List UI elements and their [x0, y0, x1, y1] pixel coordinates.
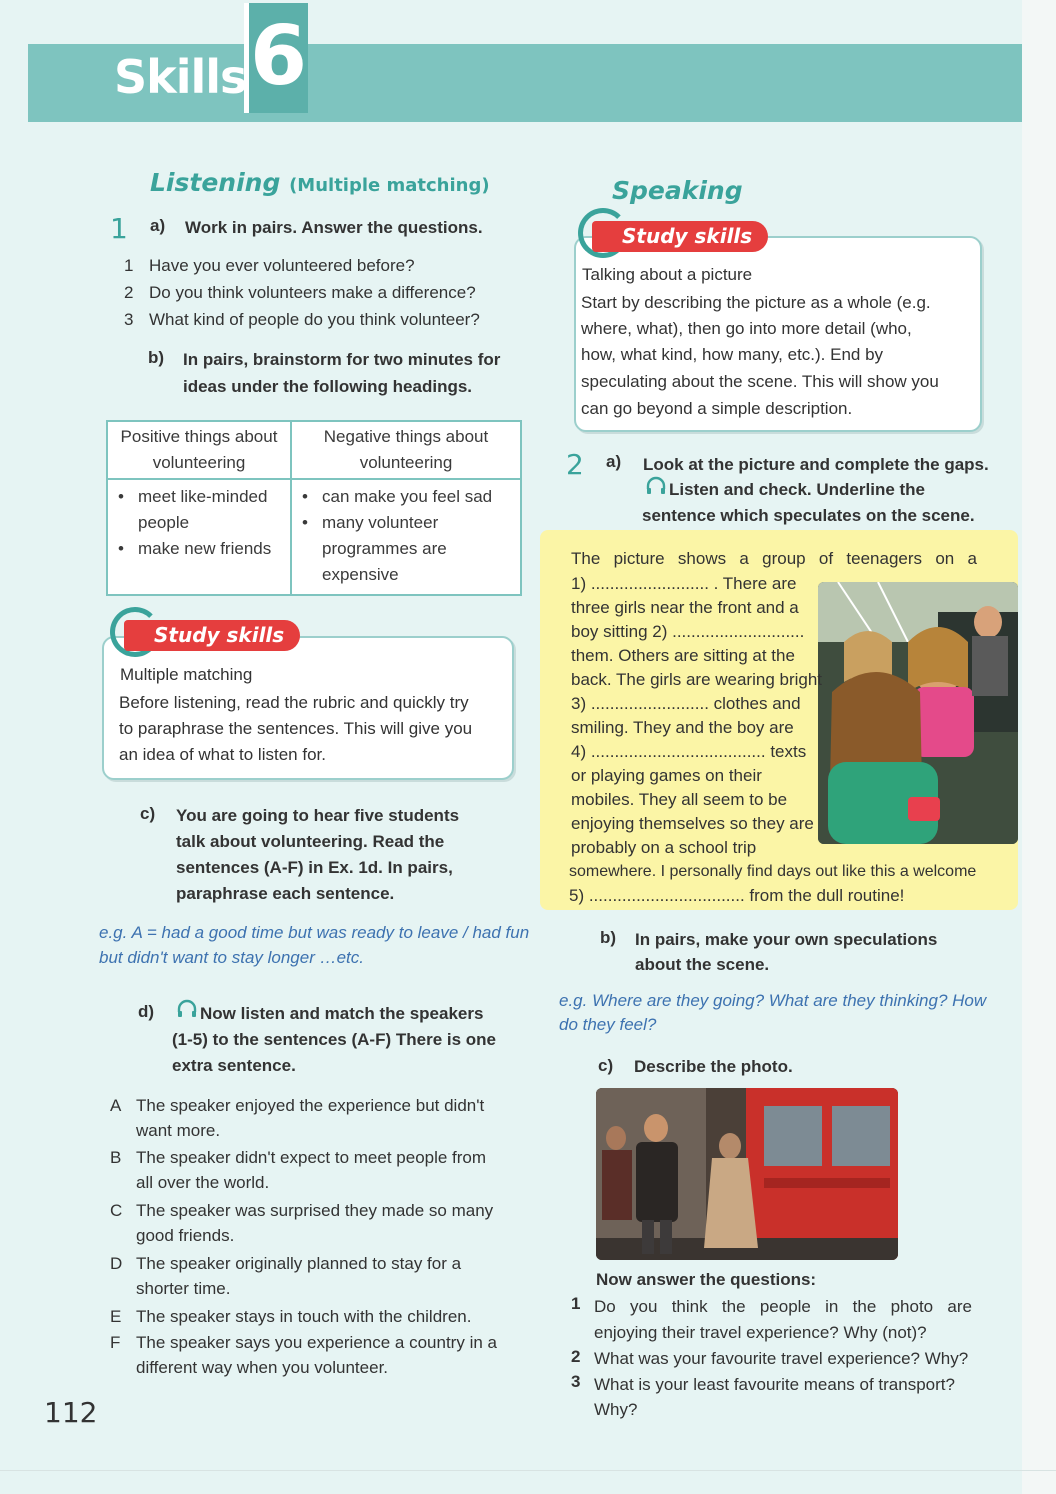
study-skills-line: can go beyond a simple description.: [581, 399, 853, 418]
exercise-1-number: 1: [110, 212, 128, 245]
ex2-a-label: a): [606, 452, 622, 471]
ex1-c-example-line: e.g. A = had a good time but was ready to leave / had fun: [99, 923, 530, 942]
question-number: 1: [571, 1294, 581, 1313]
ex1-b-line2: ideas under the following headings.: [183, 377, 473, 396]
gap-fill-line: somewhere. I personally find days out like this a welcome: [569, 863, 977, 880]
sentence-text: The speaker originally planned to stay for a: [136, 1254, 462, 1273]
ex2-b-example-line: do they feel?: [559, 1015, 657, 1034]
sentence-letter: E: [110, 1307, 122, 1326]
study-skills-line: to paraphrase the sentences. This will give you: [119, 719, 473, 738]
gap-fill-line: three girls near the front and a: [571, 598, 799, 617]
header-unit-number: 6: [250, 9, 308, 104]
sentence-text: The speaker enjoyed the experience but didn't: [136, 1096, 485, 1115]
question-text: What kind of people do you think volunteer?: [149, 310, 480, 329]
page-number: 112: [44, 1396, 98, 1429]
ex1-c-line: sentences (A-F) in Ex. 1d. In pairs,: [176, 858, 453, 877]
gap-fill-line: probably on a school trip: [571, 838, 757, 857]
study-skills-heading: Multiple matching: [120, 665, 253, 684]
sentence-text: want more.: [136, 1121, 221, 1140]
bus-photo-illustration: [818, 582, 1018, 844]
sentence-letter: F: [110, 1333, 121, 1352]
ex2-b-line2: about the scene.: [635, 955, 770, 974]
ex1-d-line: Now listen and match the speakers: [200, 1004, 484, 1023]
ex1-b-line1: In pairs, brainstorm for two minutes for: [183, 350, 501, 369]
study-skills-line: where, what), then go into more detail (who,: [581, 319, 912, 338]
gap-fill-line: them. Others are sitting at the: [571, 646, 795, 665]
city-bus-photo: [596, 1088, 898, 1260]
ex2-a-line1: Look at the picture and complete the gaps.: [643, 455, 989, 474]
brainstorm-table: [106, 420, 522, 596]
study-skills-heading: Talking about a picture: [582, 265, 753, 284]
gap-fill-line: 1) ......................... . There are: [571, 574, 797, 593]
gap-fill-line: The picture shows a group of teenagers on a: [571, 549, 977, 568]
question-text: Do you think volunteers make a difference?: [149, 283, 476, 302]
question-text: Do you think the people in the photo are: [594, 1297, 972, 1316]
ex1-b-label: b): [148, 348, 165, 367]
question-number: 2: [124, 283, 134, 302]
ex1-c-line: talk about volunteering. Read the: [176, 832, 445, 851]
question-number: 3: [124, 310, 134, 329]
sentence-letter: C: [110, 1201, 123, 1220]
ex2-b-line1: In pairs, make your own speculations: [635, 930, 938, 949]
headphones-icon: [645, 475, 667, 497]
city-bus-illustration: [596, 1088, 898, 1260]
table-list-item: • can make you feel sad: [298, 484, 514, 510]
sentence-letter: A: [110, 1096, 122, 1115]
teenagers-on-bus-photo: [818, 582, 1018, 844]
question-text: Why?: [594, 1400, 638, 1419]
ex1-a-text: Work in pairs. Answer the questions.: [185, 218, 483, 237]
sentence-text: all over the world.: [136, 1173, 270, 1192]
ex1-d-line: (1-5) to the sentences (A-F) There is one: [172, 1030, 496, 1049]
ex2-b-label: b): [600, 928, 617, 947]
study-skills-line: speculating about the scene. This will show you: [581, 372, 939, 391]
ex1-d-line: extra sentence.: [172, 1056, 296, 1075]
speaking-title: Speaking: [612, 176, 743, 205]
sentence-text: The speaker stays in touch with the children.: [136, 1307, 472, 1326]
question-number: 2: [571, 1347, 581, 1366]
question-text: enjoying their travel experience? Why (not)?: [594, 1323, 927, 1342]
study-skills-line: Start by describing the picture as a whole (e.g.: [581, 293, 931, 312]
table-cell-negative: [291, 479, 521, 595]
page-bottom-line: [0, 1470, 1056, 1471]
table-header-negative: Negative things about volunteering: [291, 421, 521, 479]
ex2-b-example-line: e.g. Where are they going? What are they thinking? How: [559, 991, 987, 1010]
ex2-c-text: Describe the photo.: [634, 1057, 793, 1076]
question-number: 1: [124, 256, 134, 275]
sentence-letter: B: [110, 1148, 122, 1167]
table-list-item: • make new friends: [114, 536, 284, 562]
ex1-c-label: c): [140, 804, 156, 823]
sentence-text: different way when you volunteer.: [136, 1358, 389, 1377]
question-text: What was your favourite travel experience? Why?: [594, 1349, 969, 1368]
gap-fill-line: 4) ..................................... texts: [571, 742, 807, 761]
gap-fill-line: mobiles. They all seem to be: [571, 790, 788, 809]
sentence-text: The speaker says you experience a country in a: [136, 1333, 497, 1352]
study-skills-line: Before listening, read the rubric and quickly try: [119, 693, 469, 712]
sentence-text: good friends.: [136, 1226, 235, 1245]
table-header-positive: Positive things about volunteering: [107, 421, 291, 479]
gap-fill-line: smiling. They and the boy are: [571, 718, 794, 737]
gap-fill-line: 5) ................................. from the dull routine!: [569, 886, 905, 905]
question-text: What is your least favourite means of transport?: [594, 1375, 955, 1394]
gap-fill-line: or playing games on their: [571, 766, 762, 785]
ex1-d-label: d): [138, 1002, 155, 1021]
study-skills-line: an idea of what to listen for.: [119, 745, 326, 764]
ex2-a-line2: Listen and check. Underline the: [669, 480, 926, 499]
answer-questions-heading: Now answer the questions:: [596, 1270, 817, 1289]
sentence-text: The speaker didn't expect to meet people from: [136, 1148, 487, 1167]
sentence-text: shorter time.: [136, 1279, 231, 1298]
ex2-a-line3: sentence which speculates on the scene.: [642, 506, 975, 525]
study-skills-badge: Study skills: [592, 221, 768, 252]
ex1-c-line: You are going to hear five students: [176, 806, 460, 825]
gap-fill-line: back. The girls are wearing bright: [571, 670, 823, 689]
table-cell-positive: [107, 479, 291, 595]
ex1-a-label: a): [150, 216, 166, 235]
question-number: 3: [571, 1372, 581, 1391]
question-text: Have you ever volunteered before?: [149, 256, 415, 275]
sentence-text: The speaker was surprised they made so many: [136, 1201, 494, 1220]
listening-title: [150, 168, 490, 197]
header-skills-word: Skills: [114, 50, 247, 104]
sentence-letter: D: [110, 1254, 123, 1273]
gap-fill-line: boy sitting 2) ............................: [571, 622, 805, 641]
ex1-c-example-line: but didn't want to stay longer …etc.: [99, 948, 365, 967]
listening-title-text: Listening: [150, 168, 281, 197]
table-list-item: • meet like-minded people: [114, 484, 284, 536]
table-list-item: • many volunteer programmes are expensive: [298, 510, 514, 588]
ex1-c-line: paraphrase each sentence.: [176, 884, 395, 903]
headphones-icon: [176, 998, 198, 1020]
gap-fill-line: enjoying themselves so they are: [571, 814, 814, 833]
listening-subtitle: (Multiple matching): [289, 175, 490, 196]
gap-fill-line: 3) ......................... clothes and: [571, 694, 801, 713]
study-skills-badge: Study skills: [124, 620, 300, 651]
study-skills-line: how, what kind, how many, etc.). End by: [581, 345, 884, 364]
exercise-2-number: 2: [566, 448, 584, 481]
ex2-c-label: c): [598, 1056, 614, 1075]
